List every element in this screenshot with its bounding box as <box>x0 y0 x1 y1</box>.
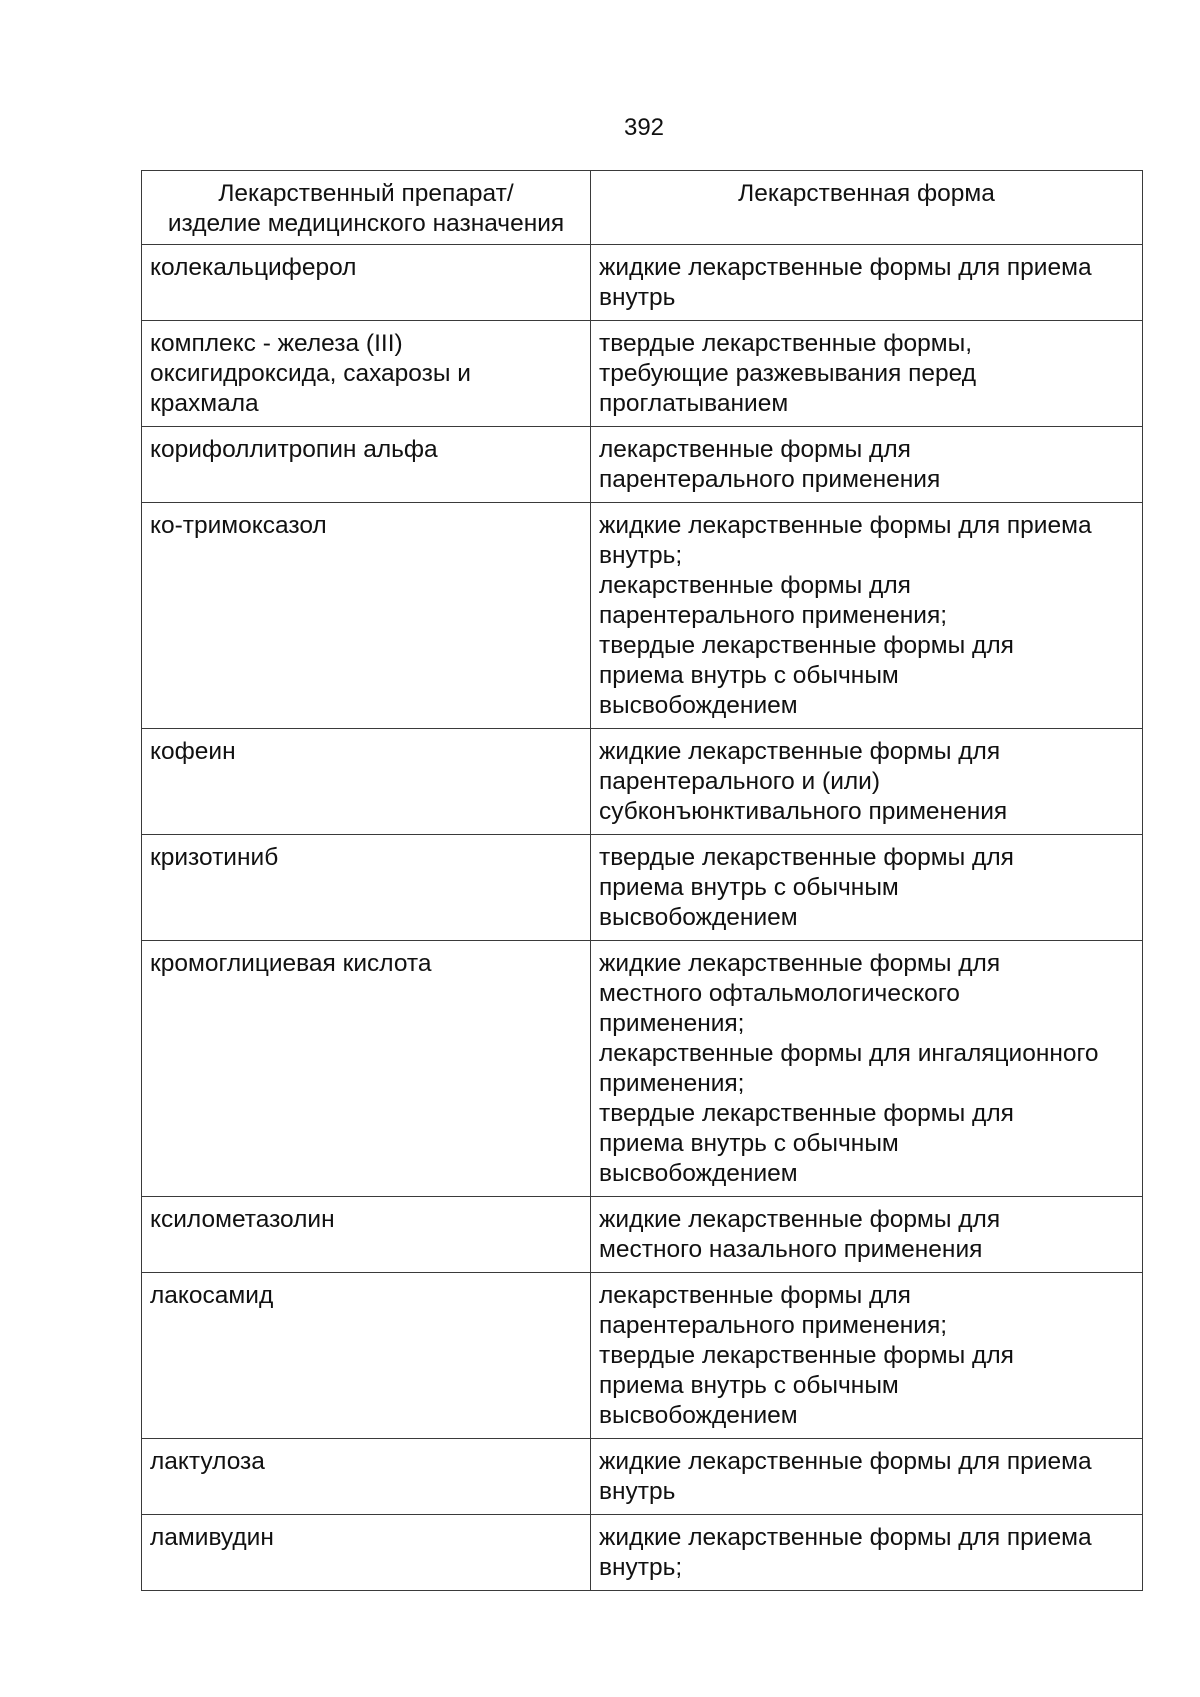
form-cell: лекарственные формы для парентерального применения <box>591 427 1143 503</box>
drug-cell: ко-тримоксазол <box>142 503 591 729</box>
column-header-form: Лекарственная форма <box>591 171 1143 245</box>
table-row <box>142 835 1143 941</box>
drug-cell: ламивудин <box>142 1515 591 1591</box>
table-row <box>142 1515 1143 1591</box>
drug-cell: колекальциферол <box>142 245 591 321</box>
drug-cell: лакосамид <box>142 1273 591 1439</box>
table-header <box>142 171 1143 245</box>
table-row <box>142 321 1143 427</box>
table-row <box>142 1197 1143 1273</box>
column-header-drug: Лекарственный препарат/ изделие медицинского назначения <box>142 171 591 245</box>
form-cell: жидкие лекарственные формы для парентерального и (или) субконъюнктивального применения <box>591 729 1143 835</box>
page-number: 392 <box>623 114 665 141</box>
drug-cell: корифоллитропин альфа <box>142 427 591 503</box>
form-cell: жидкие лекарственные формы для местного назального применения <box>591 1197 1143 1273</box>
table-row <box>142 941 1143 1197</box>
table-body <box>142 245 1143 1591</box>
drug-cell: комплекс - железа (III) оксигидроксида, сахарозы и крахмала <box>142 321 591 427</box>
drug-cell: лактулоза <box>142 1439 591 1515</box>
drug-cell: ксилометазолин <box>142 1197 591 1273</box>
form-cell: жидкие лекарственные формы для приема внутрь <box>591 1439 1143 1515</box>
drug-cell: кромоглициевая кислота <box>142 941 591 1197</box>
table-row <box>142 1273 1143 1439</box>
table-row <box>142 503 1143 729</box>
form-cell: жидкие лекарственные формы для приема внутрь; <box>591 1515 1143 1591</box>
form-cell: жидкие лекарственные формы для приема внутрь <box>591 245 1143 321</box>
form-cell: твердые лекарственные формы для приема внутрь с обычным высвобождением <box>591 835 1143 941</box>
form-cell: твердые лекарственные формы, требующие разжевывания перед проглатыванием <box>591 321 1143 427</box>
form-cell: лекарственные формы для парентерального применения; твердые лекарственные формы для приема внутрь с обычным высвобождением <box>591 1273 1143 1439</box>
table-header-row <box>142 171 1143 245</box>
table-row <box>142 427 1143 503</box>
form-cell: жидкие лекарственные формы для местного офтальмологического применения; лекарственные формы для ингаляционного применения; твердые лекарственные формы для приема внутрь с обычным высвобождением <box>591 941 1143 1197</box>
drug-forms-table <box>141 170 1143 1591</box>
drug-cell: кризотиниб <box>142 835 591 941</box>
table-row <box>142 1439 1143 1515</box>
drug-cell: кофеин <box>142 729 591 835</box>
table-row <box>142 245 1143 321</box>
table-row <box>142 729 1143 835</box>
form-cell: жидкие лекарственные формы для приема внутрь; лекарственные формы для парентерального применения; твердые лекарственные формы для приема внутрь с обычным высвобождением <box>591 503 1143 729</box>
